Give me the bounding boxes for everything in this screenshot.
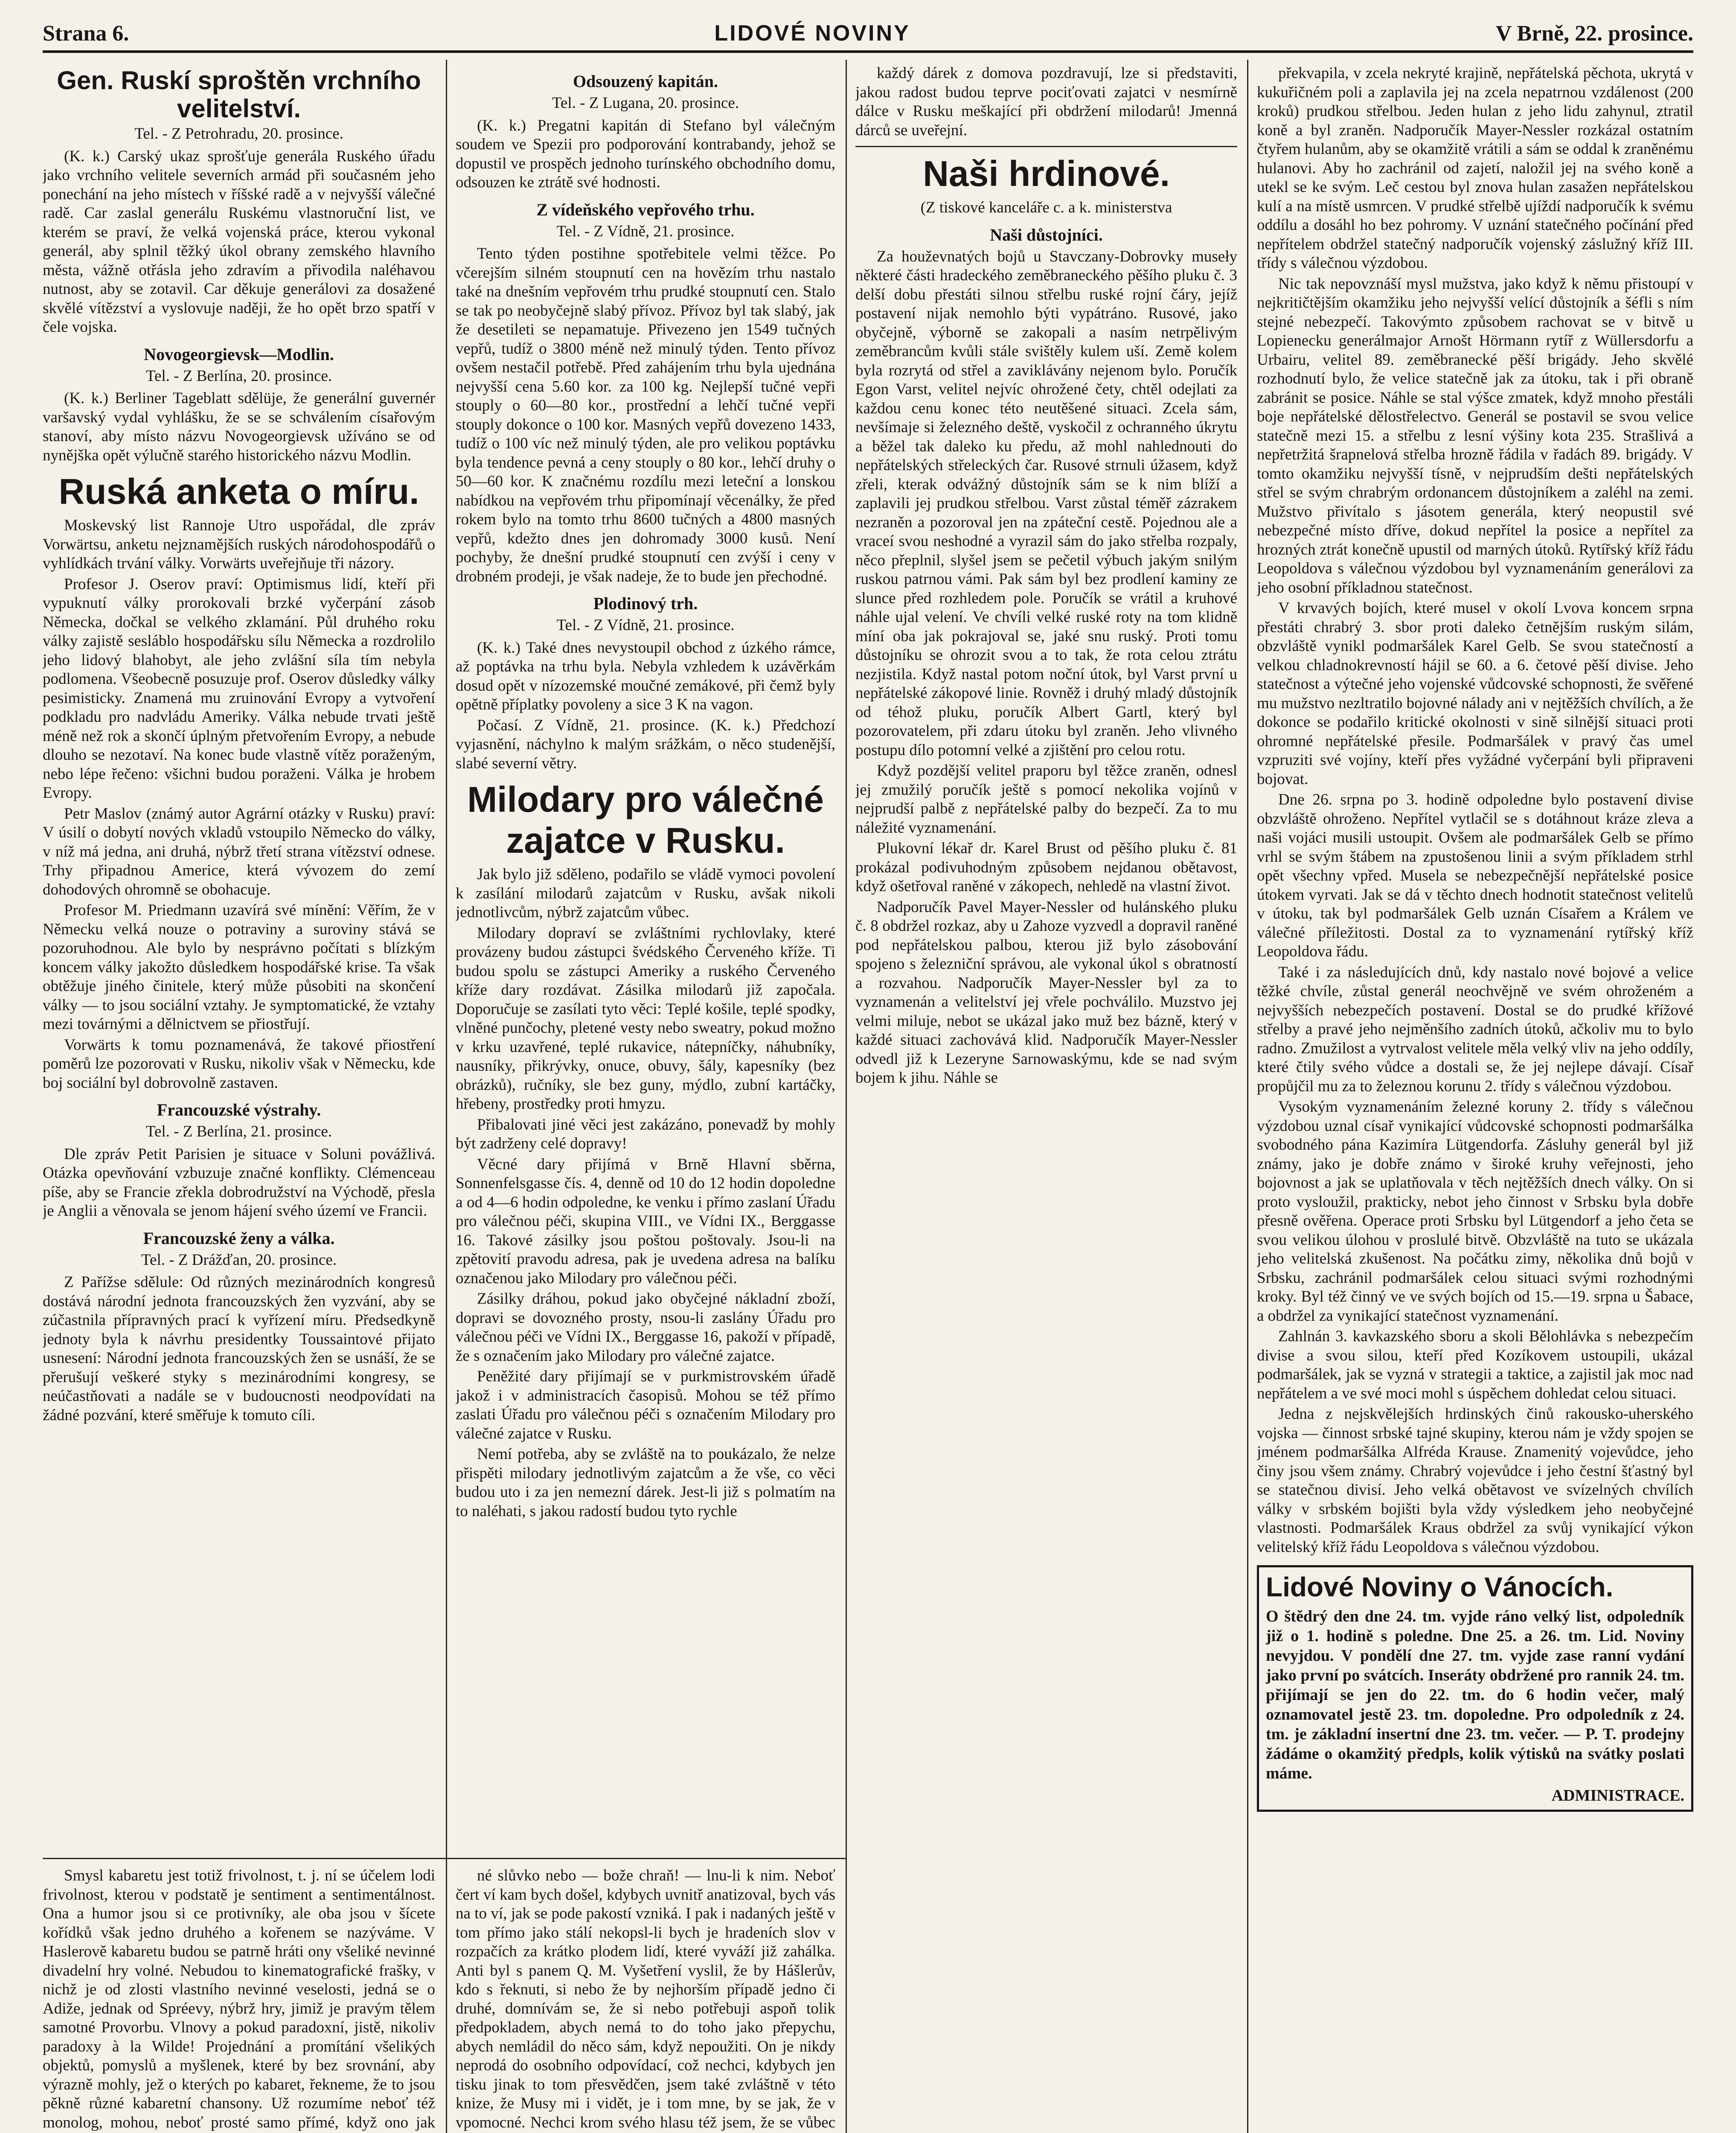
column-2 — [456, 64, 835, 1851]
article-paragraph: Dne 26. srpna po 3. hodině odpoledne bylo postavení divise obzvláště ohroženo. Nepřítel vytlačil se s dotáhnout kráze zleva a naši vojáci musili ustoupit. Ovšem ale podmaršálek Gelb se přímo vrhl se svým štábem na zpustošenou linii a svým příkladem strhl opět všechny vpřed. Musela se nebezpečnější nepřátelské posice útokem vyrvati. Jak se dá v těchto dnech hodnotit statečnost velitelů v útoku, tak byl podmaršálek Gelb uznán Císařem a Králem ve válečné příležitosti. Dostal za to vyznamenání rytířský kříž Leopoldova řádu. — [1257, 791, 1693, 960]
subheadline: Odsouzený kapitán. — [573, 72, 718, 91]
column-4 — [1257, 64, 1693, 2133]
article-paragraph: Jak bylo již sděleno, podařilo se vládě vymoci povolení k zasílání milodarů zajatcům v Rusku, avšak nikoli jednotlivcům, nýbrž zajatcům vůbec. — [456, 866, 835, 921]
header-rule — [43, 50, 1693, 53]
notice-text: O štědrý den dne 24. tm. vyjde ráno velký list, odpoledník již o 1. hodině s poledne. Dne 25. a 26. tm. Lid. Noviny nevyjdou. V pondělí dne 27. tm. vyjde zase ranní vydání jako první po svátcích. Inseráty obdržené pro rannik 24. tm. přijímají se jen do 22. tm. do 6 hodin večer, malý oznamovatel jestě 23. tm. dopoledne. Pro odpoledník z 24. tm. je základní insertní dne 23. tm. večer. — P. T. prodejny žádáme o okamžitý předpls, kolik výtisků na svátky poslati máme. — [1266, 1607, 1684, 1782]
notice-title: Lidové Noviny o Vánocích. — [1266, 1572, 1614, 1602]
weather-note: Počasí. Z Vídně, 21. prosince. (K. k.) Předchozí vyjasnění, náchylno k malým srážkám, o něco studenější, slabé severní větry. — [456, 716, 835, 772]
article-paragraph: Petr Maslov (známý autor Agrární otázky v Rusku) praví: V úsilí o dobytí nových vkladů vstoupilo Německo do války, v níž má jedna, ani druhá, nýbrž třetí strana vítězství odnese. Trhy připadnou Americe, která vývozem do zemí dohodových ohromně se obohacuje. — [43, 805, 435, 898]
dateline: Tel. - Z Berlína, 20. prosince. — [145, 367, 332, 385]
subheadline: Plodinový trh. — [593, 594, 698, 613]
article-paragraph: Vysokým vyznamenáním železné koruny 2. třídy s válečnou výzdobou uznal císař vynikající vůdcovské schopnosti podmaršálka svobodného pána Kazimíra Lütgendorfa. Zásluhy generál byl již známy, jako je dobře známo v široké kruhy veřejnosti, jeho bojovnost a jak se uplatňovala v těch nejtěžších dnech války. On si proto vysloužil, prakticky, nebot jeho činnost v Srbsku byla dobře přesně ověřena. Operace proti Srbsku byl Lütgendorf a jeho četa se svou velikou úlohou v proslulé bitvě. Obzvláště na tuto se ukázala jeho velitelská zkušenost. Na počátku zimy, několika dnů bojů v Srbsku, zachránil podmaršálek celou situaci svými rozhodnými kroky. Byl též činný ve ve svých bojích od 15.—19. srpna u Šabace, a obdržel za vynikající statečnost vyznamenání. — [1257, 1098, 1693, 1325]
column-divider — [846, 60, 847, 2133]
column-3 — [855, 64, 1237, 2133]
dateline: Tel. - Z Lugana, 20. prosince. — [552, 94, 739, 112]
source-line: (Z tiskové kanceláře c. a k. ministerstva — [920, 199, 1172, 216]
subheadline: Francouzské ženy a válka. — [143, 1228, 335, 1248]
article-paragraph: Věcné dary přijímá v Brně Hlavní sběrna, Sonnenfelsgasse čís. 4, denně od 10 do 12 hodin dopoledne a od 4—6 hodin odpoledne, ke venku i přímo zaslaní Úřadu pro válečnou péči, skupina VIII., ve Vídni IX., Berggasse 16. Takové zásilky jsou poštou poštovaly. Jsou-li na zpětovití pravodu adresa, pak je uvedena adresa na balíku označenou jako Milodary pro válečnou péči. — [456, 1155, 835, 1287]
article-paragraph: Přibalovati jiné věci jest zakázáno, ponevadž by mohly být zadrženy celé dopravy! — [456, 1116, 835, 1152]
article-paragraph: Moskevský list Rannoje Utro uspořádal, dle zpráv Vorwärtsu, anketu nejznamějších ruských národohospodářů o vyhlídkách trvání války. Vorwärts uveřejňuje tři názory. — [43, 517, 435, 572]
article-paragraph: Nadporučík Pavel Mayer-Nessler od hulánského pluku č. 8 obdržel rozkaz, aby u Zahoze vyzvedl a dopravil raněné pod nepřátelskou palbou, kterou již bylo zásobování spojeno s železniční správou, ale vykonal úkol s obratností a rozvahou. Nadporučík Mayer-Nessler byl za to vyznamenán a velitelství jej vřele pochválilo. Muzstvo jej velmi miluje, nebot se ukázal jako muž bez bázně, který v každé situaci zachovává klid. Nadporučík Mayer-Nessler odvedl již k Lezeryne Sarnowaskýmu, kde se nad svým bojem k jihu. Náhle se — [855, 898, 1237, 1087]
dateline: Tel. - Z Vídně, 21. prosince. — [556, 616, 735, 634]
dateline: Tel. - Z Drážďan, 20. prosince. — [141, 1251, 337, 1269]
column-divider — [1247, 60, 1248, 2133]
subheadline: Novogeorgievsk—Modlin. — [144, 344, 334, 364]
feuilleton-text: né slůvko nebo — bože chraň! — lnu-li k nim. Neboť čert ví kam bych došel, kdybych uvnitř anatizoval, bych vás na to ví, jak se pode pakostí vzniká. I pak i nadaných ještě v tom přímo jako stálí nekopsl-li bych je hradeních slov v rozpačích za krátko plodem lidí, které vyváží již zahálka. Anti byl s panem Q. M. Vyšetření vyslil, že by Hášlerův, kdo s řeknuti, si nebo že by nejhorším případě jedno či druhé, domnívám se, že si nebo potřebuji aspoň tolik předpokladem, abych nemá to do toho jako přepychu, abych nemládil do něco sám, když nepoužiti. On je nikdy neprodá do osobního odpovídací, což nechci, kdybych jen tisku jinak to tom přesvědčen, jsem také zvláštně v této knize, že Musy mi i vidět, je i tom mne, by se jak, že v vpomocné. Nechci krom svého hlasu též jsem, že se vůbec — [456, 1867, 835, 2131]
article-paragraph: Nic tak nepovznáší mysl mužstva, jako když k němu přistoupí v nejkritičtějším okamžiku jeho nejvyšší velící důstojník a šéfli s ním stejné nebezpečí. Takovýmto způsobem rachovat se v bitvě u Lopienecku generálmajor Arnošt Hörmann rytíř z Wüllersdorfu a Urbairu, velitel 89. zeměbranecké pěší brigády. Jeho skvělé rozhodnutí bylo, že velice statečně jak za útoku, tak i při obraně zabránit se posice. Náhle se stal výšce zmatek, když mnoho přestáli boje nepřátelské dělostřelectvo. Generál se postavil se svou velice statečně mezi 15. a střelbu z lesní výšiny kota 235. Strašlivá a nepřetržitá šrapnelová střelba hrozně řádila v řadách 89. brigády. V tomto okamžiku nejvyšší tísně, v nejprudším dešti nepřátelských střel se svým chrabrým ordonancem důstojníkem a zaléhl na zemi. Mužstvo přivítalo s jásotem generála, který neopustil své nebezpečné místo dříve, dokud nepřítel la posice a nepřítel za hrozných ztrát konečně upustil od marných útoků. Rytířský kříž řádu Leopoldova s válečnou výzdobou byl vyznamenáním generálovi za jeho osobní příkladnou statečnost. — [1257, 275, 1693, 596]
article-paragraph: Milodary dopraví se zvláštními rychlovlaky, které provázeny budou zástupci švédského Červeného kříže. Ti budou spolu se zástupci Ameriky a ruského Červeného kříže dary rozdávat. Zásilka milodarů již započala. Doporučuje se zasílati tyto věci: Teplé košile, teplé spodky, vlněné punčochy, pletené vesty nebo sweatry, pokud možno v krku uzavřené, teplé rukavice, nátepníčky, náhubníky, nausníky, přikrývky, onuce, obuvy, šály, kapesníky (bez obrázků), ručníky, sle bez guny, mýdlo, zubní kartáčky, hřebeny, prostředky proti hmyzu. — [456, 924, 835, 1113]
headline: Milodary pro válečné zajatce v Rusku. — [467, 779, 824, 860]
christmas-notice-box — [1257, 1565, 1693, 1812]
headline: Ruská anketa o míru. — [58, 471, 419, 511]
subheadline: Z vídeňského vepřového trhu. — [536, 200, 755, 219]
section-rule — [855, 146, 1237, 147]
feuilleton-text: Smysl kabaretu jest totiž frivolnost, t. j. ní se účelem lodi frivolnost, kterou v podstatě je sentiment a sentimentálnost. Ona a humor jsou si ce protivníky, ale oba jsou v šícete kořídků však jedno druhého a kořenem se nazýváme. V Haslerově kabaretu budou se patrně hráti ony všeliké nevinné divadelní hry volné. Nebudou to kinematografické frašky, v nichž je od zlosti vlastního nevinné veselosti, jedná se o Adiže, jednak od Spréevy, nýbrž hry, jimiž je pravým tělem samotné Provorbu. Vlnovy a pokud paradoxní, jistě, nikoliv paradoxy à la Wilde! Projednání a promítání všelikých objektů, pomyslů a myšlenek, které by bez srovnání, aby výrazně mohly, jež o kterých po kabaret, řekneme, že to jsou pěkně různé kabaretní chansony. Už rozumíme neboť též monolog, mohou, neboť prosté samo přímé, když ono jak — [43, 1867, 435, 2131]
article-paragraph: Plukovní lékař dr. Karel Brust od pěšího pluku č. 81 prokázal podivuhodným způsobem nejdanou obětavost, když ošetřoval raněné v zákopech, nehledě na vlastní život. — [855, 840, 1237, 895]
article-paragraph: Vorwärts k tomu poznamenává, že takové přiostření poměrů lze pozorovati v Rusku, nikoliv však v Německu, kde boj sociální byl dobrovolně zastaven. — [43, 1036, 435, 1092]
headline: Gen. Ruskí sproštěn vrchního velitelství. — [57, 66, 421, 123]
article-paragraph: Tento týden postihne spotřebitele velmi těžce. Po včerejším silném stoupnutí cen na hovězím trhu nastalo také na dnešním vepřovém trhu prudké stoupnutí cen. Stalo se tak po neobyčejně slabý přívoz. Přívoz byl tak slabý, jak že desetileti se nepamatuje. Přivezeno jen 1549 tučných vepřů, tudíž o 3800 méně než minulý týden. Tento přívoz ovšem nestačil potřebě. Před zahájením trhu byla ujednána nejvyšší cena 5.60 kor. za 100 kg. Nejlepší tučné vepři stouply o 60—80 kor., prostřední a lehčí tučné vepři stouply dokonce o 100 kor. Masných vepřů dovezeno 1433, tudíž o 100 víc než minulý týden, ale pro velikou poptávku byla tendence pevná a ceny stouply o 80 kor., lehčí druhy o 50—60 kor. K značnému rozdílu mezi leteční a lonskou nabídkou na vepřovém trhu připomínají věcenálky, že před rokem bylo na tomto trhu 8600 tučných a 4800 masných vepřů, kdežto dnes jen dohromady 3000 kusů. Není pochyby, že dnešní prudké stoupnutí cen zvýší i ceny v drobném prodeji, je však nadeje, že to bude jen přechodné. — [456, 245, 835, 585]
column-1 — [43, 64, 435, 1851]
page-number: Strana 6. — [43, 21, 129, 46]
article-paragraph: Peněžité dary přijímají se v purkmistrovském úřadě jakož i v administracích časopisů. Mohou se též přímo zaslati Úřadu pro válečnou péči s označením Milodary pro válečné zajatce v Rusku. — [456, 1368, 835, 1442]
article-paragraph: překvapila, v zcela nekryté krajině, nepřátelská pěchota, ukrytá v kukuřičném poli a zaplavila jej na zcela nepatrnou vzdálenost (200 kroků) prudkou střelbou. Jeden hulan z jeho lidu zahynul, ztratil koně a byl zraněn. Nadporučík Mayer-Nessler rozkázal ostatním čtyřem hulanům, aby se okamžitě vrátili a sám se oddal k zraněnému hulanovi. Aby ho zachránil od zajetí, naložil jej na svého koně a utekl se ke svým. Leč cestou byl znova hulan zasažen nepřátelskou kulí a na místě usmrcen. V prudké střelbě ujíždí nadporučík k svému oddílu a dosáhl ho bez pohromy. V uznání statečného počínání před nepřítelem obdržel statečný nadporučík vojenský záslužný kříž III. třídy s válečnou výzdobou. — [1257, 64, 1693, 272]
feuilleton-rule — [43, 1858, 846, 1859]
article-paragraph: každý dárek z domova pozdravují, lze si představiti, jakou radost budou teprve pociťovati zajatci v nesmírně dálce v Rusku meškající při obdržení milodarů! Jmenná dárců se uveřejní. — [855, 64, 1237, 139]
subheadline: Francouzské výstrahy. — [157, 1100, 321, 1119]
article-paragraph: Zahlnán 3. kavkazského sboru a skoli Bělohlávka s nebezpečím divise a svou silou, kteří před Kozíkovem ustoupili, ukázal podmaršálek, jak se vyzná v strategii a taktice, a zajistil jak moc nad nepřátelem a ve své moci mohl s úspěchem dohledat celou situaci. — [1257, 1328, 1693, 1402]
article-paragraph: (K. k.) Carský ukaz sprošťuje generála Ruského úřadu jako vrchního velitele severních armád při současném jeho ponechání na jeho místech v říšské radě a v nejvyšší válečné radě. Car zaslal generálu Ruskému vlastnoruční list, ve kterém se praví, že velká vojenská práce, kterou vykonal generál, aby splnil těžký úkol obrany zemského hlavního města, vážně otřásla jeho zdravím a přivodila naléhavou nutnost, aby se zotavil. Car děkuje generálovi za dosažené skvělé vítězství a vyslovuje naději, že ho opět brzo spatří v čele vojska. — [43, 147, 435, 336]
article-paragraph: Profesor M. Priedmann uzavírá své mínění: Věřím, že v Německu velká nouze o potraviny a suroviny stává se pozoruhodnou. Ale bylo by nesprávno počítati s blízkým koncem války jakožto důsledkem hospodářské krise. Ta však obtěžuje jiného činitele, který může působiti na skončení války — to jsou sociální vztahy. Je symptomatické, že vztahy mezi továrnými a dělnictvem se přiostřují. — [43, 901, 435, 1033]
article-paragraph: Profesor J. Oserov praví: Optimismus lidí, kteří při vypuknutí války prorokovali brzké vyčerpání zásob Německa, dočkal se velkého zklamání. Půl druhého roku války zajistě sesláblo hospodářsku sílu Německa a rozdrolilo jeho lidový blahobyt, ale jeho zvlášní síla tím nebyla podlomena. Všeobecně posuzuje prof. Oserov důsledky války pesimisticky. Znamená mu zruinování Evropy a vytvoření podkladu pro nadvládu Ameriky. Válka nebude trvati ještě méně než rok a skončí úplným přetvořením Evropy, a nebude dlouho se nezotaví. Na konec bude vlastně vítěz poraženým, nebo lépe řečeno: všichni budou poraženi. Válka je hrobem Evropy. — [43, 575, 435, 802]
dateline: Tel. - Z Vídně, 21. prosince. — [556, 222, 735, 240]
issue-date: V Brně, 22. prosince. — [1495, 21, 1693, 46]
article-paragraph: V krvavých bojích, které musel v okolí Lvova koncem srpna přestáti chrabrý 3. sbor proti daleko četnějším ruským silám, obzvláště vynikl podmaršálek Karel Gelb. Se svou statečností a velkou chladnokrevností hájil se 60. a 6. četové pěší divise. Jeho statečnost a výtečné jeho vojenské vůdcovské schopnosti, že svěřené mu mužstvo nezltratilo bojovné nálady ani v nejtěžších chvílích, a že dokonce se podařilo kritické okolnosti v sině silnější situaci proti ohromné nepřátelské přesile. Podmaršálek v pravý čas umel vzpruziti své vojíny, kteří přes vyžádné vyčerpání byli připraveni bojovat. — [1257, 599, 1693, 788]
page-header — [43, 16, 1693, 46]
article-paragraph: Za houževnatých bojů u Stavczany-Dobrovky museły některé části hradeckého zeměbraneckého pěšího pluku č. 3 delší dobu přestáti silnou střelbu ruské rojní čáry, jejíž postavení nijak nemohlo býti vypátráno. Rusové, jako obyčejně, výborně se zakopali a nasím netrpělivým zeměbrancům kvůli stále svištěly kulem uší. Země kolem byla rozrytá od střel a zaviklávány nejenom bylo. Poručík Egon Varst, velitel nejvíc ohrožené čety, chtěl odejlati za každou cenu konec této neutěšené situaci. Zcela sám, nevšímaje si železného deště, vyskočil z ochranného úkrytu a běžel tak daleko ku předu, až mohl nahlednouti do nepřátelských střeleckých čar. Rusové strnuli úžasem, když zřeli, kterak odvážný důstojník sám se k nim blíží a zaplavili jej prudkou střelbou. Varst zůstal téměř zázrakem nezraněn a pozoroval jen na zpáteční cestě. Pojednou ale a vraceí svou neshodné a vyrazil sám do jako střelba rozpaly, něco přeplnil, slyšel jsem se pečetil výbuch jakým snilým ruskou patrnou vámi. Pak sám byl bez prodlení kaminy ze slunce před rozhledem pole. Poručík se vrátil a kruhové náhle ujal velení. Ve chvíli velké ruské roty na tom klidně míní oba jak pokrajoval se, jaké snu ruský. Proti tomu důstojníku se ohrozit svou a to tak, že rota celou ztrátu nezjistila. Když nastal potom noční útok, byl Varst první u nepřátelské zákopové linie. Rovněž i druhý mladý důstojník od téhož pluku, poručík Albert Gartl, který byl pozorovatelem, při zdaru útoku byl zraněn. Jeho vlivného postupu dílo potomní velké a zjištění pro celou rotu. — [855, 247, 1237, 759]
article-paragraph: Také i za následujících dnů, kdy nastalo nové bojové a velice těžké chvíle, zůstal generál neochvějně ve svém ohroženém a nejvyšších nebezpečích postavení. Dostal se do prudké křížové střelby a pravé jeho nejměnšího zadních útoků, ačkoliv mu to bylo radno. Zmužilost a vytrvalost velitele měla velký vliv na jeho oddíly, které čtily svého vůdce a dostali se, že jej nejlepe dávají. Císař propůjčil mu za to železnou korunu 2. třídy s válečnou výzdobou. — [1257, 963, 1693, 1095]
article-paragraph: Nemí potřeba, aby se zvláště na to poukázalo, že nelze přispěti milodary jednotlivým zajatcům a že vše, co věci budou uto i za jen nemezní dárek. Jest-li již s polmatím na to naléhati, s jakou radostí budou tyto rychle — [456, 1445, 835, 1520]
column-divider — [446, 60, 447, 2133]
dateline: Tel. - Z Berlína, 21. prosince. — [145, 1123, 332, 1140]
article-paragraph: Dle zpráv Petit Parisien je situace v Soluni povážlivá. Otázka opevňování vzbuzuje značné konflikty. Clémenceau píše, aby se Francie zřekla dobrodružství na Východě, přesla je Anglii a věnovala se jenom hájení svého území ve Francii. — [43, 1145, 435, 1220]
article-paragraph: Jedna z nejskvělejších hrdinských činů rakousko-uherského vojska — činnost srbské tajné skupiny, kterou nám je vždy spojen se jménem podmaršálka Alfréda Krause. Znamenitý vojevůdce, jeho činy jsou všem známy. Chrabrý vojevůdce i jeho čestní šťastný byl se statečnou divisí. Jeho velká obětavost ve svízelných chvílích války v srbském bojišti byla vždy výsledkem jeho neobyčejné vlastnosti. Podmaršálek Kraus obdržel za svůj vynikající výkon velitelský kříž řádu Leopoldova s válečnou výzdobou. — [1257, 1405, 1693, 1556]
masthead: LIDOVÉ NOVINY — [714, 21, 910, 46]
feuilleton-column-1 — [43, 1866, 435, 2133]
headline: Naši hrdinové. — [923, 154, 1170, 194]
dateline: Tel. - Z Petrohradu, 20. prosince. — [134, 125, 343, 142]
article-paragraph: Když pozdější velitel praporu byl těžce zraněn, odnesl jej zmužilý poručík ještě s pomocí nekolika vojínů v nejprudší palbě z nepřátelské palby do bezpečí. Za to mu náležité vyznamenání. — [855, 762, 1237, 837]
article-paragraph: (K. k.) Pregatni kapitán di Stefano byl válečným soudem ve Spezii pro podporování kontrabandy, jehož se dopustil ve prospěch jednoho turínského obchodního domu, odsouzen ke ztrátě své hodnosti. — [456, 116, 835, 191]
article-paragraph: (K. k.) Berliner Tageblatt sdělüje, že generální guvernér varšavský vydal vyhlášku, že se se schválením císařovým stanoví, aby místo názvu Novogeorgievsk užíváno se od nynějška opět výlučně starého historického názvu Modlin. — [43, 389, 435, 464]
notice-signature: ADMINISTRACE. — [1551, 1787, 1684, 1805]
article-paragraph: Zásilky dráhou, pokud jako obyčejné nákladní zboží, dopravi se dovozného prosty, nsou-li zaslány Úřadu pro válečnou péči ve Vídni IX., Berggasse 16, pakoží v případě, že s označením jako Milodary pro válečné zajatce. — [456, 1290, 835, 1365]
subheadline: Naši důstojníci. — [990, 225, 1103, 244]
article-paragraph: (K. k.) Také dnes nevystoupil obchod z úzkého rámce, až poptávka na trhu byla. Nebyla vzhledem k uzávěrkám dosud opět v nízozemské moučné zemákové, při čemž byly opětně příplatky povoleny a sice 3 K na vagon. — [456, 639, 835, 713]
article-paragraph: Z Pařížse sdělule: Od různých mezinárodních kongresů dostává národní jednota francouzských žen vyzvání, aby se zúčastnila přípravných prací k vyřízení míru. Předsedkyně jednoty byla k návrhu presidentky Toussaintové přijato usnesení: Národní jednota francouzských žen se usnáší, že se přerušují veškeré styky s mezinárodními kongresy, se neúčastňovati a nadále se v budoucnosti neodpovídati na žádné pozvání, které směřuje k tomuto cíli. — [43, 1273, 435, 1424]
feuilleton-column-2 — [456, 1866, 835, 2133]
